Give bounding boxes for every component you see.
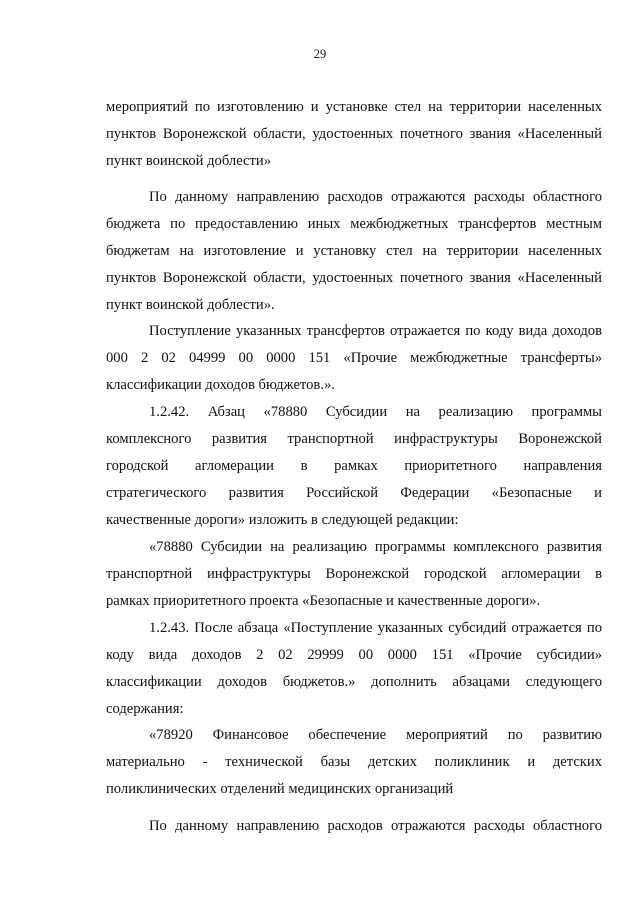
text-line: материально - технической базы детских поликлиник и детских	[106, 754, 602, 770]
text-line: «78920 Финансовое обеспечение мероприятий по развитию	[149, 727, 602, 743]
text-line: городской агломерации в рамках приоритетного направления	[106, 458, 602, 474]
text-line: поликлинических отделений медицинских организаций	[106, 781, 454, 797]
text-line: классификации доходов бюджетов.».	[106, 377, 335, 393]
text-line: пунктов Воронежской области, удостоенных почетного звания «Населенный	[106, 270, 602, 286]
text-line: классификации доходов бюджетов.» дополнить абзацами следующего	[106, 674, 602, 690]
text-line: По данному направлению расходов отражаются расходы областного	[149, 189, 602, 205]
text-line: стратегического развития Российской Федерации «Безопасные и	[106, 485, 602, 501]
text-line: По данному направлению расходов отражаются расходы областного	[149, 818, 602, 834]
text-line: качественные дороги» изложить в следующей редакции:	[106, 512, 459, 528]
text-line: комплексного развития транспортной инфраструктуры Воронежской	[106, 431, 602, 447]
text-line: бюджета по предоставлению иных межбюджетных трансфертов местным	[106, 216, 602, 232]
text-line: «78880 Субсидии на реализацию программы комплексного развития	[149, 539, 602, 555]
text-line: Поступление указанных трансфертов отражается по коду вида доходов	[149, 323, 602, 339]
page-number: 29	[313, 47, 327, 61]
text-line: пункт воинской доблести»	[106, 153, 271, 169]
text-line: мероприятий по изготовлению и установке стел на территории населенных	[106, 99, 602, 115]
text-line: содержания:	[106, 701, 184, 717]
text-line: коду вида доходов 2 02 29999 00 0000 151 «Прочие субсидии»	[106, 647, 602, 663]
text-line: бюджетам на изготовление и установку стел на территории населенных	[106, 243, 602, 259]
text-line: 1.2.42. Абзац «78880 Субсидии на реализацию программы	[149, 404, 602, 420]
text-line: транспортной инфраструктуры Воронежской городской агломерации в	[106, 566, 602, 582]
text-line: 1.2.43. После абзаца «Поступление указанных субсидий отражается по	[149, 620, 602, 636]
text-line: 000 2 02 04999 00 0000 151 «Прочие межбюджетные трансферты»	[106, 350, 602, 366]
text-line: пункт воинской доблести».	[106, 297, 275, 313]
text-line: пунктов Воронежской области, удостоенных почетного звания «Населенный	[106, 126, 602, 142]
text-line: рамках приоритетного проекта «Безопасные и качественные дороги».	[106, 593, 541, 609]
